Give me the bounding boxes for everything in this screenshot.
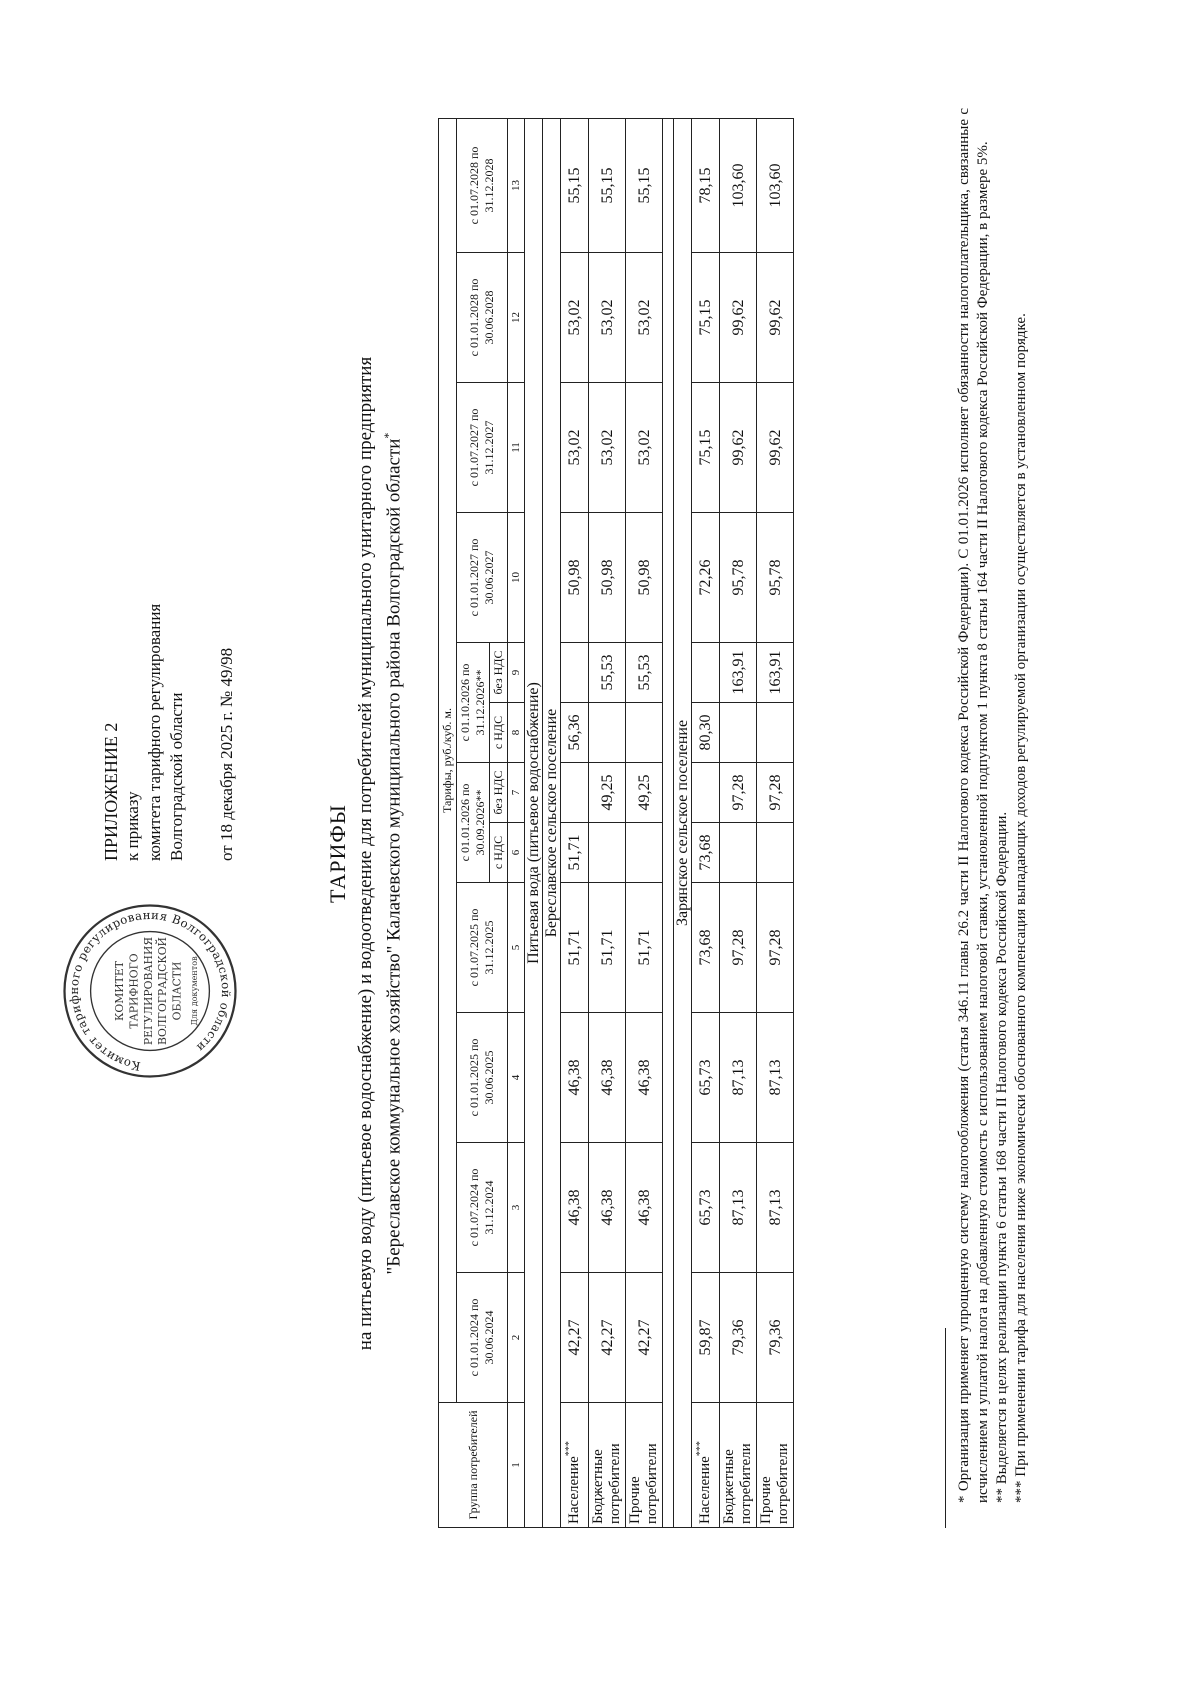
tariff-value: [692, 643, 720, 703]
tariff-value: 42,27: [589, 1273, 626, 1403]
tariff-value: 51,71: [561, 823, 589, 883]
tariff-value: 51,71: [561, 883, 589, 1013]
tariff-value: 79,36: [757, 1273, 794, 1403]
tariff-value: [561, 763, 589, 823]
consumer-group: [720, 1403, 757, 1528]
document-subtitle-line: [377, 151, 405, 1556]
consumer-group-label: Население: [566, 1456, 582, 1524]
tariff-value: [757, 823, 794, 883]
tariff-value: [589, 703, 626, 763]
document-subtitle-line: на питьевую воду (питьевое водоснабжение) и водоотведение для потребителей муниципального унитарного предприятия: [355, 356, 376, 1351]
tariff-value: 50,98: [589, 513, 626, 643]
tariff-value: 53,02: [561, 253, 589, 383]
appendix-line: Волгоградской области: [167, 692, 186, 861]
tariff-value: 78,15: [692, 118, 720, 252]
tariff-value: 163,91: [757, 643, 794, 703]
column-number: 12: [508, 253, 525, 383]
seal-line: РЕГУЛИРОВАНИЯ: [141, 936, 155, 1046]
section-title: Зарянское сельское поселение: [674, 118, 692, 1527]
vat-without-header: без НДС: [490, 763, 508, 823]
period-header: с 01.01.2028 по 30.06.2028: [457, 253, 508, 383]
tariff-value: 55,15: [561, 118, 589, 252]
period-header: с 01.01.2026 по 30.09.2026**: [457, 763, 490, 883]
official-seal: [60, 901, 240, 1081]
tariff-value: 51,71: [626, 883, 663, 1013]
table-row: [757, 118, 794, 1527]
period-header: с 01.01.2024 по 30.06.2024: [457, 1273, 508, 1403]
tariff-value: 46,38: [589, 1143, 626, 1273]
tariff-value: 56,36: [561, 703, 589, 763]
consumer-group-label: Бюджетные потребители: [590, 1443, 623, 1524]
appendix-line: к приказу: [123, 791, 142, 861]
section-row: [543, 118, 561, 1527]
tariff-value: 55,15: [589, 118, 626, 252]
tariff-value: 46,38: [589, 1013, 626, 1143]
tariff-value: 65,73: [692, 1013, 720, 1143]
tariff-value: 65,73: [692, 1143, 720, 1273]
tariff-value: 55,53: [589, 643, 626, 703]
consumer-group-label: Прочие потребители: [627, 1443, 660, 1524]
seal-outer-text: Комитет тарифного регулирования Волгоградской области: [66, 907, 234, 1074]
tariff-value: 103,60: [757, 118, 794, 252]
tariff-value: [626, 703, 663, 763]
period-header: с 01.07.2028 по 31.12.2028: [457, 118, 508, 252]
tariff-value: 97,28: [757, 883, 794, 1013]
service-row: [525, 118, 543, 1527]
tariff-value: 87,13: [757, 1143, 794, 1273]
tariff-value: [757, 703, 794, 763]
column-number: 3: [508, 1143, 525, 1273]
seal-line: ТАРИФНОГО: [127, 953, 141, 1029]
tariff-value: 99,62: [757, 383, 794, 513]
section-gap: [663, 118, 674, 1527]
footnotes: [955, 108, 1031, 1528]
footnote-mark: *: [381, 432, 395, 439]
tariff-value: 50,98: [626, 513, 663, 643]
table-row: [589, 118, 626, 1527]
tariff-value: [692, 763, 720, 823]
tariff-value: 46,38: [626, 1143, 663, 1273]
tariff-value: 46,38: [561, 1013, 589, 1143]
consumer-group-label: Прочие потребители: [758, 1443, 791, 1524]
section-gap-row: [663, 118, 674, 1527]
tariff-value: 99,62: [720, 253, 757, 383]
tariff-value: 46,38: [561, 1143, 589, 1273]
tariff-value: 95,78: [720, 513, 757, 643]
appendix-title: ПРИЛОЖЕНИЕ 2: [101, 722, 121, 861]
tariff-value: 99,62: [720, 383, 757, 513]
column-number: 8: [508, 703, 525, 763]
tariff-value: [626, 823, 663, 883]
consumer-group: [626, 1403, 663, 1528]
tariff-value: 87,13: [757, 1013, 794, 1143]
tariff-value: 55,53: [626, 643, 663, 703]
table-row: [720, 118, 757, 1527]
document-title: ТАРИФЫ: [325, 804, 350, 903]
vat-without-header: без НДС: [490, 643, 508, 703]
tariff-value: 103,60: [720, 118, 757, 252]
appendix-date: от 18 декабря 2025 г. № 49/98: [217, 647, 236, 861]
section-row: [674, 118, 692, 1527]
tariff-value: 75,15: [692, 383, 720, 513]
footnote-1: * Организация применяет упрощенную систему налогообложения (статья 346.11 главы 26.2 части II Налогового кодекса Российской Федерации). С 01.01.2026 исполняет обязанности налогоплательщика, связанные с исчислением и уплатой налога на добавленную стоимость с использованием налоговой ставки, установленной подпунктом 1 пункта 8 статьи 164 части II Налогового кодекса Российской Федерации, в размере 5%.: [956, 108, 991, 1503]
tariff-value: 42,27: [561, 1273, 589, 1403]
appendix-block: [100, 604, 238, 861]
consumer-group: [757, 1403, 794, 1528]
tariff-value: 97,28: [757, 763, 794, 823]
tariff-table: [438, 118, 794, 1528]
tariff-value: 73,68: [692, 823, 720, 883]
consumer-group: [692, 1403, 720, 1528]
tariff-value: 53,02: [589, 383, 626, 513]
tariff-value: 79,36: [720, 1273, 757, 1403]
seal-line: КОМИТЕТ: [113, 961, 126, 1021]
seal-line: ОБЛАСТИ: [170, 961, 184, 1021]
column-number: 9: [508, 643, 525, 703]
footnote-divider: [945, 1328, 946, 1528]
seal-bottom-text: Для документов: [188, 956, 199, 1026]
tariff-value: 87,13: [720, 1143, 757, 1273]
tariff-value: 46,38: [626, 1013, 663, 1143]
tariffs-header: Тарифы, руб./куб. м.: [439, 118, 457, 1402]
tariff-value: 163,91: [720, 643, 757, 703]
tariff-value: 53,02: [561, 383, 589, 513]
column-number-row: [508, 118, 525, 1527]
tariff-value: 97,28: [720, 763, 757, 823]
column-number: 1: [508, 1403, 525, 1528]
tariff-table-body: [508, 118, 794, 1527]
column-number: 13: [508, 118, 525, 252]
footnote-2: ** Выделяется в целях реализации пункта 6 статьи 168 части II Налогового кодекса Российской Федерации.: [994, 811, 1010, 1503]
column-number: 10: [508, 513, 525, 643]
consumer-group-label: Бюджетные потребители: [721, 1443, 754, 1524]
period-header: с 01.07.2024 по 31.12.2024: [457, 1143, 508, 1273]
tariff-value: 87,13: [720, 1013, 757, 1143]
column-number: 6: [508, 823, 525, 883]
tariff-value: 72,26: [692, 513, 720, 643]
tariff-value: 75,15: [692, 253, 720, 383]
tariff-value: 51,71: [589, 883, 626, 1013]
appendix-line: комитета тарифного регулирования: [145, 603, 164, 861]
tariff-value: 53,02: [589, 253, 626, 383]
period-header: с 01.07.2025 по 31.12.2025: [457, 883, 508, 1013]
consumer-group-label: Население: [697, 1456, 713, 1524]
tariff-value: 50,98: [561, 513, 589, 643]
tariff-value: 95,78: [757, 513, 794, 643]
consumer-group: [561, 1403, 589, 1528]
tariff-value: 59,87: [692, 1273, 720, 1403]
tariff-value: 55,15: [626, 118, 663, 252]
period-header: с 01.07.2027 по 31.12.2027: [457, 383, 508, 513]
table-row: [692, 118, 720, 1527]
group-header: Группа потребителей: [439, 1403, 508, 1528]
section-title: Береславское сельское поселение: [543, 118, 561, 1527]
footnote-mark: ***: [695, 1441, 706, 1457]
period-header: с 01.10.2026 по 31.12.2026**: [457, 643, 490, 763]
column-number: 2: [508, 1273, 525, 1403]
footnote-mark: ***: [564, 1441, 575, 1457]
table-row: [561, 118, 589, 1527]
tariff-value: 73,68: [692, 883, 720, 1013]
tariff-value: 99,62: [757, 253, 794, 383]
tariff-value: 53,02: [626, 253, 663, 383]
tariff-value: [720, 703, 757, 763]
column-number: 5: [508, 883, 525, 1013]
footnote-3: *** При применении тарифа для населения ниже экономически обоснованного компенсация выпадающих доходов регулируемой организации осуществляется в установленном порядке.: [1013, 313, 1029, 1503]
tariff-value: [561, 643, 589, 703]
column-number: 11: [508, 383, 525, 513]
vat-with-header: с НДС: [490, 823, 508, 883]
service-title: Питьевая вода (питьевое водоснабжение): [525, 118, 543, 1527]
column-number: 4: [508, 1013, 525, 1143]
consumer-group: [589, 1403, 626, 1528]
tariff-value: [720, 823, 757, 883]
seal-line: ВОЛГОГРАДСКОЙ: [156, 937, 170, 1045]
document-heading: [325, 151, 405, 1556]
tariff-value: 53,02: [626, 383, 663, 513]
tariff-value: 49,25: [589, 763, 626, 823]
period-header: с 01.01.2025 по 30.06.2025: [457, 1013, 508, 1143]
period-header: с 01.01.2027 по 30.06.2027: [457, 513, 508, 643]
tariff-value: 80,30: [692, 703, 720, 763]
table-row: [626, 118, 663, 1527]
document-subtitle-text: "Береславское коммунальное хозяйство" Калачевского муниципального района Волгоградской области: [383, 438, 405, 1275]
column-number: 7: [508, 763, 525, 823]
tariff-value: [589, 823, 626, 883]
tariff-value: 42,27: [626, 1273, 663, 1403]
tariff-value: 97,28: [720, 883, 757, 1013]
tariff-value: 49,25: [626, 763, 663, 823]
vat-with-header: с НДС: [490, 703, 508, 763]
